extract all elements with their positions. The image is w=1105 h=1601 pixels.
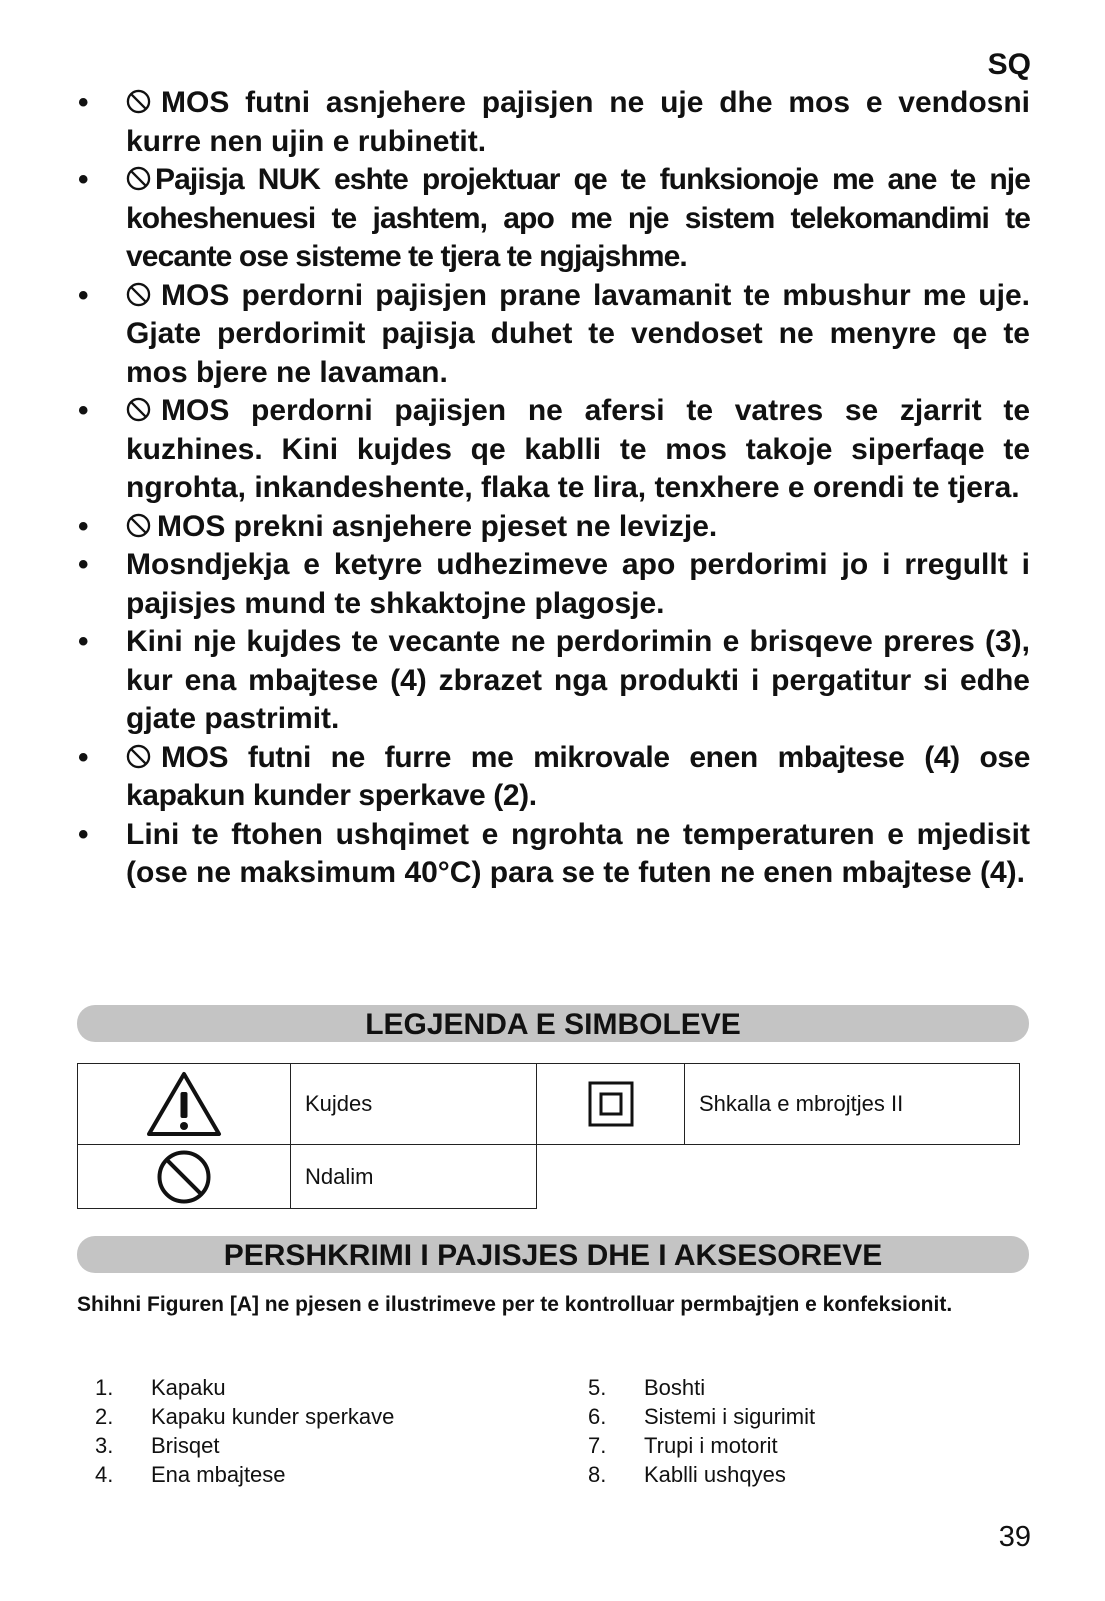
part-label: Ena mbajtese bbox=[151, 1462, 286, 1487]
list-item bbox=[95, 1373, 588, 1402]
prohibition-icon bbox=[126, 166, 151, 191]
prohibit-label: Ndalim bbox=[291, 1145, 537, 1209]
part-number: 5. bbox=[588, 1375, 607, 1400]
prohibition-icon bbox=[156, 1149, 212, 1205]
warning-item: • MOS futni ne furre me mikrovale enen mbajtese (4) ose kapakun kunder sperkave (2). bbox=[78, 740, 1030, 812]
part-number: 2. bbox=[95, 1404, 114, 1429]
warning-item: • MOS prekni asnjehere pjeset ne levizje. bbox=[78, 509, 718, 543]
caution-label: Kujdes bbox=[291, 1064, 537, 1145]
part-number: 3. bbox=[95, 1433, 114, 1458]
class2-label: Shkalla e mbrojtjes II bbox=[685, 1064, 1020, 1145]
language-code: SQ bbox=[987, 48, 1031, 81]
page-number: 39 bbox=[998, 1521, 1031, 1553]
part-label: Kapaku kunder sperkave bbox=[151, 1404, 395, 1429]
prohibition-icon bbox=[126, 89, 151, 114]
list-item bbox=[95, 1431, 588, 1460]
list-item bbox=[588, 1373, 1030, 1402]
warning-item: • MOS futni asnjehere pajisjen ne uje dhe mos e vendosni kurre nen ujin e rubinetit. bbox=[78, 86, 1030, 158]
prohibition-icon bbox=[126, 513, 151, 538]
warning-text: MOS futni asnjehere pajisjen ne uje dhe mos e vendosni kurre nen ujin e rubinetit. bbox=[126, 86, 1030, 158]
warning-item: • MOS perdorni pajisjen prane lavamanit te mbushur me uje. Gjate perdorimit pajisja duhet te vendoset ne menyre qe te mos bjere ne lavaman. bbox=[78, 278, 1030, 389]
part-label: Trupi i motorit bbox=[644, 1433, 778, 1458]
caution-triangle-icon bbox=[146, 1070, 222, 1138]
part-number: 8. bbox=[588, 1462, 607, 1487]
part-label: Sistemi i sigurimit bbox=[644, 1404, 816, 1429]
warning-text: MOS perdorni pajisjen ne afersi te vatres se zjarrit te kuzhines. Kini kujdes qe kablli te mos takoje siperfaqe te ngrohta, inkandeshente, flaka te lira, tenxhere e orendi te tjera. bbox=[126, 394, 1030, 504]
part-number: 6. bbox=[588, 1404, 607, 1429]
part-label: Kapaku bbox=[151, 1375, 226, 1400]
warning-item: • Pajisja NUK eshte projektuar qe te funksionoje me ane te nje koheshenuesi te jashtem, apo me nje sistem telekomandimi te vecante ose sisteme te tjera te ngjajshme. bbox=[78, 163, 1030, 273]
part-label: Kablli ushqyes bbox=[644, 1462, 786, 1487]
warning-item: • Kini nje kujdes te vecante ne perdorimin e brisqeve preres (3), kur ena mbajtese (4) zbrazet nga produkti i pergatitur si edhe gjate pastrimit. bbox=[78, 625, 1030, 735]
list-item bbox=[588, 1460, 1030, 1489]
warning-text: Pajisja NUK eshte projektuar qe te funksionoje me ane te nje koheshenuesi te jashtem, apo me nje sistem telekomandimi te vecante ose sisteme te tjera te ngjajshme. bbox=[126, 163, 1030, 273]
prohibition-icon bbox=[126, 397, 151, 422]
part-label: Boshti bbox=[644, 1375, 706, 1400]
part-number: 1. bbox=[95, 1375, 114, 1400]
part-number: 4. bbox=[95, 1462, 114, 1487]
warning-text: Kini nje kujdes te vecante ne perdorimin e brisqeve preres (3), kur ena mbajtese (4) zbrazet nga produkti i pergatitur si edhe gjate pastrimit. bbox=[126, 625, 1030, 735]
prohibition-icon bbox=[126, 282, 151, 307]
caution-symbol-cell bbox=[78, 1064, 291, 1145]
parts-list bbox=[95, 1373, 1030, 1489]
list-item bbox=[95, 1402, 588, 1431]
list-item bbox=[588, 1431, 1030, 1460]
part-number: 7. bbox=[588, 1433, 607, 1458]
warning-text: MOS perdorni pajisjen prane lavamanit te mbushur me uje. Gjate perdorimit pajisja duhet te vendoset ne menyre qe te mos bjere ne lavaman. bbox=[126, 278, 1030, 389]
prohibition-icon bbox=[126, 744, 151, 769]
warning-text: MOS prekni asnjehere pjeset ne levizje. bbox=[157, 509, 718, 543]
double-insulation-icon bbox=[588, 1081, 634, 1127]
symbol-legend-table bbox=[77, 1063, 1020, 1209]
list-item bbox=[95, 1460, 588, 1489]
list-item bbox=[588, 1402, 1030, 1431]
warning-text: MOS futni ne furre me mikrovale enen mbajtese (4) ose kapakun kunder sperkave (2). bbox=[126, 740, 1030, 812]
description-intro: Shihni Figuren [A] ne pjesen e ilustrimeve per te kontrolluar permbajtjen e konfeksionit. bbox=[77, 1293, 953, 1316]
description-section-title: PERSHKRIMI I PAJISJES DHE I AKSESOREVE bbox=[77, 1236, 1029, 1273]
warning-text: Mosndjekja e ketyre udhezimeve apo perdorimi jo i rregullt i pajisjes mund te shkaktojne plagosje. bbox=[126, 548, 1030, 620]
class2-symbol-cell bbox=[537, 1064, 685, 1145]
part-label: Brisqet bbox=[151, 1433, 220, 1458]
warning-item: • Lini te ftohen ushqimet e ngrohta ne temperaturen e mjedisit (ose ne maksimum 40°C) para se te futen ne enen mbajtese (4). bbox=[78, 817, 1030, 889]
safety-warnings-list bbox=[78, 84, 1030, 893]
prohibit-symbol-cell bbox=[78, 1145, 291, 1209]
legend-section-title: LEGJENDA E SIMBOLEVE bbox=[77, 1005, 1029, 1042]
warning-text: Lini te ftohen ushqimet e ngrohta ne temperaturen e mjedisit (ose ne maksimum 40°C) para se te futen ne enen mbajtese (4). bbox=[126, 817, 1030, 889]
warning-item: • MOS perdorni pajisjen ne afersi te vatres se zjarrit te kuzhines. Kini kujdes qe kablli te mos takoje siperfaqe te ngrohta, inkandeshente, flaka te lira, tenxhere e orendi te tjera. bbox=[78, 394, 1030, 504]
warning-item: • Mosndjekja e ketyre udhezimeve apo perdorimi jo i rregullt i pajisjes mund te shkaktojne plagosje. bbox=[78, 548, 1030, 620]
